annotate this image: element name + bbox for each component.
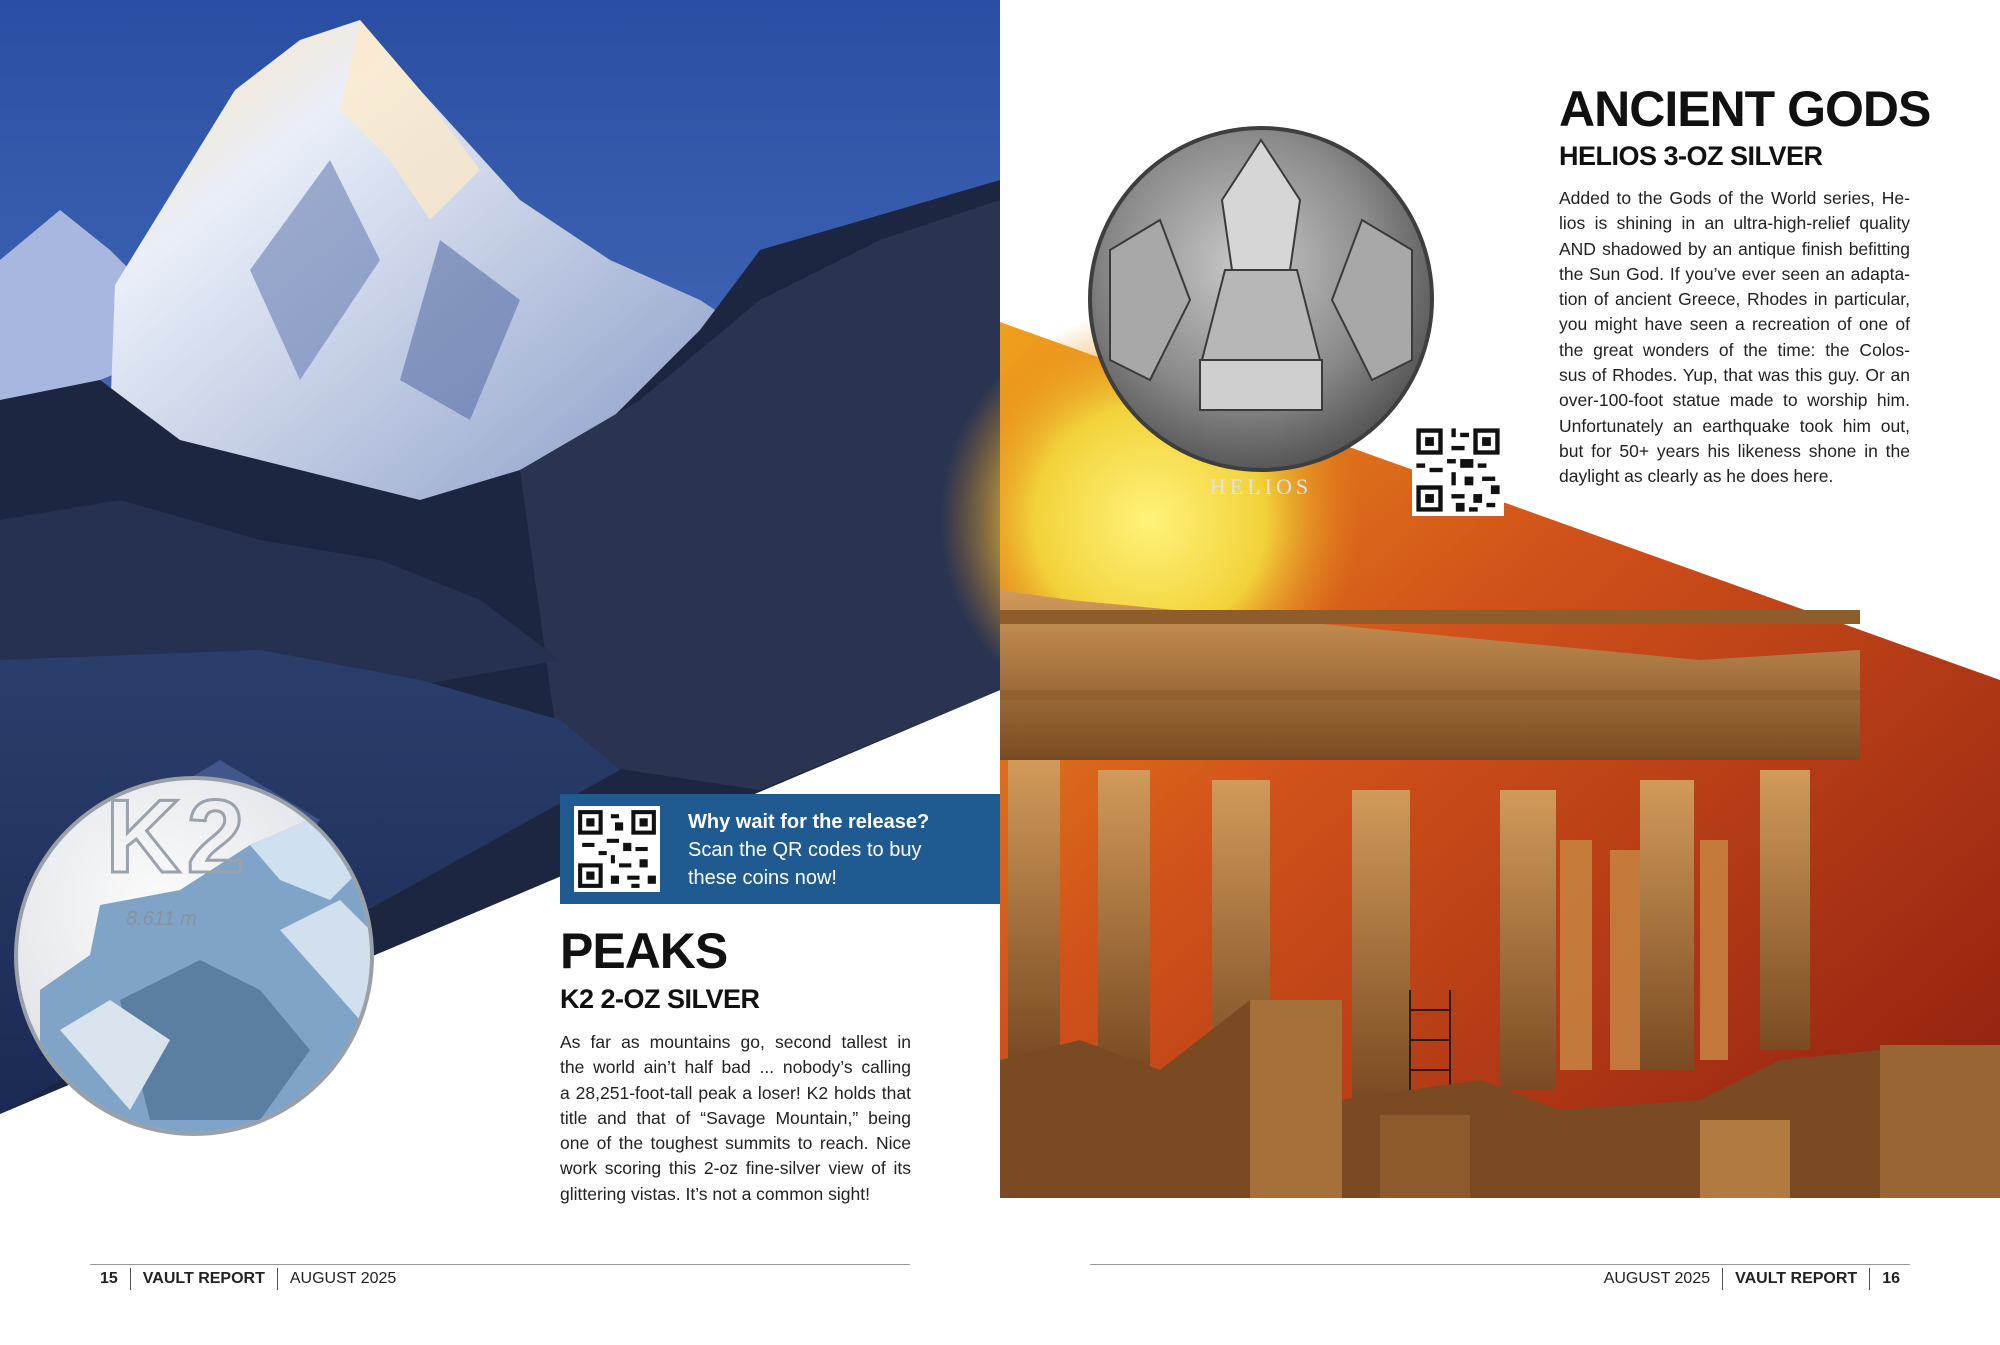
- helios-qr-code[interactable]: [1412, 424, 1504, 516]
- magazine-name-left: VAULT REPORT: [142, 1270, 265, 1287]
- right-body-line: lios is shining in an ultra-high-relief quality: [1559, 213, 1910, 234]
- helios-coin-label: HELIOS: [1209, 474, 1313, 499]
- callout-line-1: Scan the QR codes to buy: [688, 839, 922, 861]
- right-body-line: AND shadowed by an antique finish befitting: [1559, 238, 1910, 259]
- left-article-subtitle: K2 2-OZ SILVER: [560, 984, 760, 1014]
- qr-code-icon: [1412, 424, 1504, 516]
- right-article-body: [1559, 186, 1910, 490]
- right-body-line: over-100-foot statue made to worship him.: [1559, 390, 1910, 411]
- left-body-line: title and that of “Savage Mountain,” being: [560, 1107, 911, 1128]
- right-body-line: Unfortunately an earthquake took him out,: [1559, 415, 1910, 436]
- footer-divider: [1869, 1268, 1870, 1290]
- issue-date-right: AUGUST 2025: [1603, 1270, 1711, 1287]
- right-body-line: tion of ancient Greece, Rhodes in particular,: [1559, 289, 1910, 310]
- left-article-title: PEAKS: [560, 923, 728, 979]
- k2-coin-elevation: 8.611 m: [126, 908, 197, 930]
- left-article-body: [560, 1030, 911, 1207]
- callout-line-2: these coins now!: [688, 867, 837, 889]
- page-number-right: 16: [1882, 1270, 1900, 1287]
- footer-left: [100, 1266, 396, 1292]
- right-body-line: you might have seen a recreation of one of: [1559, 314, 1910, 335]
- right-article-subtitle: HELIOS 3-OZ SILVER: [1559, 141, 1823, 171]
- right-body-line: but for 50+ years his likeness shone in the: [1559, 440, 1910, 461]
- right-body-line: the Sun God. If you’ve ever seen an adapta-: [1559, 263, 1910, 284]
- right-body-line: the great wonders of the time: the Colos-: [1559, 339, 1910, 360]
- left-body-line: the world ain’t half bad ... nobody’s calling: [560, 1057, 911, 1078]
- footer-divider: [130, 1268, 131, 1290]
- qr-code-icon: [574, 806, 660, 892]
- left-body-line: a 28,251-foot-tall peak a loser! K2 holds that: [560, 1082, 911, 1103]
- magazine-name-right: VAULT REPORT: [1735, 1270, 1858, 1287]
- left-body-line: one of the toughest summits to reach. Nice: [560, 1133, 911, 1154]
- page-number-left: 15: [100, 1270, 118, 1287]
- footer-rule-left: [90, 1264, 910, 1265]
- left-body-line: As far as mountains go, second tallest in: [560, 1032, 911, 1052]
- footer-divider: [277, 1268, 278, 1290]
- k2-coin-label: K2: [105, 779, 251, 895]
- qr-callout-box: [560, 794, 1000, 904]
- issue-date-left: AUGUST 2025: [289, 1270, 397, 1287]
- footer-rule-right: [1090, 1264, 1910, 1265]
- right-body-line: daylight as clearly as he does here.: [1559, 466, 1834, 487]
- right-body-line: sus of Rhodes. Yup, that was this guy. Or an: [1559, 365, 1910, 386]
- footer-right: [1604, 1266, 1900, 1292]
- right-article-title: ANCIENT GODS: [1559, 81, 1931, 137]
- callout-lead: Why wait for the release?: [688, 811, 930, 833]
- callout-text: [688, 808, 988, 892]
- left-body-line: work scoring this 2-oz fine-silver view of its: [560, 1158, 911, 1179]
- right-body-line: Added to the Gods of the World series, He-: [1559, 188, 1910, 208]
- footer-divider: [1722, 1268, 1723, 1290]
- callout-qr-code[interactable]: [574, 806, 660, 892]
- left-body-line: glittering vistas. It’s not a common sight!: [560, 1183, 870, 1204]
